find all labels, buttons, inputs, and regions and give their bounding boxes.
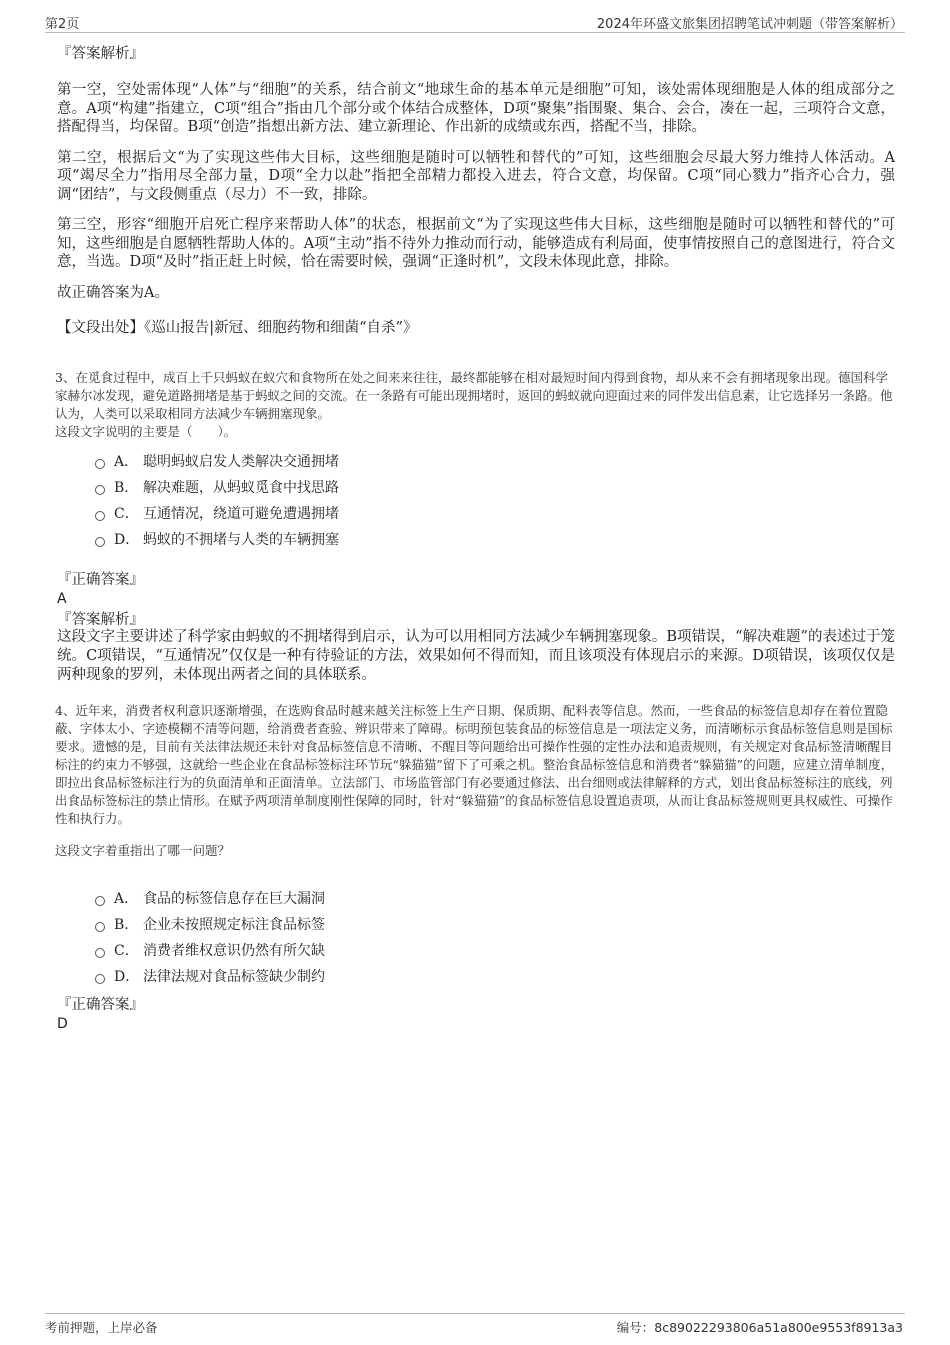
analysis-conclusion: 故正确答案为A。: [57, 284, 169, 301]
radio-button-icon[interactable]: [95, 485, 105, 495]
radio-button-icon[interactable]: [95, 974, 105, 984]
radio-button-icon[interactable]: [95, 948, 105, 958]
analysis-paragraph: 第二空，根据后文“为了实现这些伟大目标，这些细胞是随时可以牺牲和替代的”可知，这些细胞会尽最大努力维持人体活动。A项“竭尽全力”指用尽全部力量，D项“全力以赴”指把全部精力都投入进去，符合文意，均保留。C项“同心戮力”指齐心合力，强调“团结”，与文段侧重点（尽力）不一致，排除。: [57, 149, 895, 203]
option-text: 互通情况，绕道可避免遭遇拥堵: [143, 506, 339, 522]
analysis-label: 『答案解析』: [57, 612, 144, 628]
option-text: 食品的标签信息存在巨大漏洞: [143, 891, 325, 907]
radio-button-icon[interactable]: [95, 537, 105, 547]
option-b[interactable]: B． 解决难题，从蚂蚁觅食中找思路: [95, 475, 595, 501]
radio-button-icon[interactable]: [95, 511, 105, 521]
analysis-paragraph: 第三空，形容“细胞开启死亡程序来帮助人体”的状态，根据前文“为了实现这些伟大目标，这些细胞是随时可以牺牲和替代的”可知，这些细胞是自愿牺牲帮助人体的。A项“主动”指不待外力推动而行动，能够造成有利局面，使事情按照自己的意图进行，符合文意，当选。D项“及时”指正赶上时候，恰在需要时候，强调“正逢时机”，文段未体现此意，排除。: [57, 217, 895, 270]
option-b[interactable]: B． 企业未按照规定标注食品标签: [95, 912, 595, 938]
correct-answer: D: [57, 1016, 68, 1032]
question-prompt: 这段文字着重指出了哪一问题？: [55, 843, 231, 858]
option-a[interactable]: A． 食品的标签信息存在巨大漏洞: [95, 886, 595, 912]
question-prompt: 这段文字说明的主要是（ ）。: [55, 424, 237, 439]
footer-slogan: 考前押题，上岸必备: [45, 1320, 158, 1335]
option-c[interactable]: C． 互通情况，绕道可避免遭遇拥堵: [95, 501, 595, 527]
document-id: 编号：8c89022293806a51a800e9553f8913a3: [616, 1320, 903, 1335]
option-text: 企业未按照规定标注食品标签: [143, 917, 325, 933]
page-footer: [45, 1313, 905, 1335]
document-title: 2024年环盛文旅集团招聘笔试冲刺题（带答案解析）: [596, 17, 903, 32]
question-4-options: [95, 886, 595, 990]
option-text: 聪明蚂蚁启发人类解决交通拥堵: [143, 454, 339, 470]
radio-button-icon[interactable]: [95, 459, 105, 469]
question-4: [55, 702, 895, 860]
question-text: 4、近年来，消费者权利意识逐渐增强，在选购食品时越来越关注标签上生产日期、保质期、配料表等信息。然而，一些食品的标签信息却存在着位置隐蔽、字体太小、字迹模糊不清等问题，给消费者查验、辨识带来了障碍。标明预包装食品的标签信息是一项法定义务，而清晰标示食品标签信息则是国标要求。遗憾的是，目前有关法律法规还未针对食品标签信息不清晰、不醒目等问题给出可操作性强的定性办法和追责规则，有关规定对食品标签清晰醒目标注的约束力不够强，这就给一些企业在食品标签标注环节玩“躲猫猫”留下了可乘之机。整治食品标签信息和消费者“躲猫猫”的问题，应建立清单制度，即拉出食品标签标注行为的负面清单和正面清单。立法部门、市场监管部门有必要通过修法、出台细则或法律解释的方式，划出食品标签标注的底线，列出食品标签标注的禁止情形。在赋予两项清单制度刚性保障的同时，针对“躲猫猫”的食品标签信息设置追责项，从而让食品标签规则更具权威性、可操作性和执行力。: [55, 703, 894, 826]
radio-button-icon[interactable]: [95, 922, 105, 932]
q2-analysis-section: [57, 44, 895, 338]
correct-answer: A: [57, 591, 67, 607]
correct-answer-label: 『正确答案』: [57, 572, 144, 588]
correct-answer-label: 『正确答案』: [57, 997, 144, 1013]
option-text: 法律法规对食品标签缺少制约: [143, 969, 325, 985]
option-text: 解决难题，从蚂蚁觅食中找思路: [143, 480, 339, 496]
option-d[interactable]: D． 蚂蚁的不拥堵与人类的车辆拥塞: [95, 527, 595, 553]
answer-analysis: 这段文字主要讲述了科学家由蚂蚁的不拥堵得到启示，认为可以用相同方法减少车辆拥塞现象。B项错误，“解决难题”的表述过于笼统。C项错误，“互通情况”仅仅是一种有待验证的方法，效果如何不得而知，而且该项没有体现启示的来源。D项错误，该项仅仅是两种现象的罗列，未体现出两者之间的具体联系。: [57, 629, 895, 683]
option-text: 消费者维权意识仍然有所欠缺: [143, 943, 325, 959]
option-c[interactable]: C． 消费者维权意识仍然有所欠缺: [95, 938, 595, 964]
analysis-paragraph: 第一空，空处需体现“人体”与“细胞”的关系，结合前文“地球生命的基本单元是细胞”可知，该处需体现细胞是人体的组成部分之意。A项“构建”指建立，C项“组合”指由几个部分或个体结合成整体，D项“聚集”指围聚、集合、会合，凑在一起，三项符合文意，搭配得当，均保留。B项“创造”指想出新方法、建立新理论、作出新的成绩或东西，搭配不当，排除。: [57, 82, 895, 135]
question-3: [55, 369, 895, 441]
page-header: [45, 10, 905, 33]
option-a[interactable]: A． 聪明蚂蚁启发人类解决交通拥堵: [95, 449, 595, 475]
radio-button-icon[interactable]: [95, 896, 105, 906]
question-text: 3、在觅食过程中，成百上千只蚂蚁在蚁穴和食物所在处之间来来往往，最终都能够在相对最短时间内得到食物，却从来不会有拥堵现象出现。德国科学家赫尔冰发现，避免道路拥堵是基于蚂蚁之间的交流。在一条路有可能出现拥堵时，返回的蚂蚁就向迎面过来的同伴发出信息素，让它选择另一条路。他认为，人类可以采取相同方法减少车辆拥塞现象。: [55, 370, 893, 421]
page-number: 第2页: [45, 17, 80, 32]
passage-source: 【文段出处】《巡山报告|新冠、细胞药物和细菌“自杀”》: [57, 320, 418, 336]
analysis-label: 『答案解析』: [57, 46, 144, 62]
option-text: 蚂蚁的不拥堵与人类的车辆拥塞: [143, 532, 339, 548]
option-d[interactable]: D． 法律法规对食品标签缺少制约: [95, 964, 595, 990]
question-3-options: [95, 449, 595, 553]
